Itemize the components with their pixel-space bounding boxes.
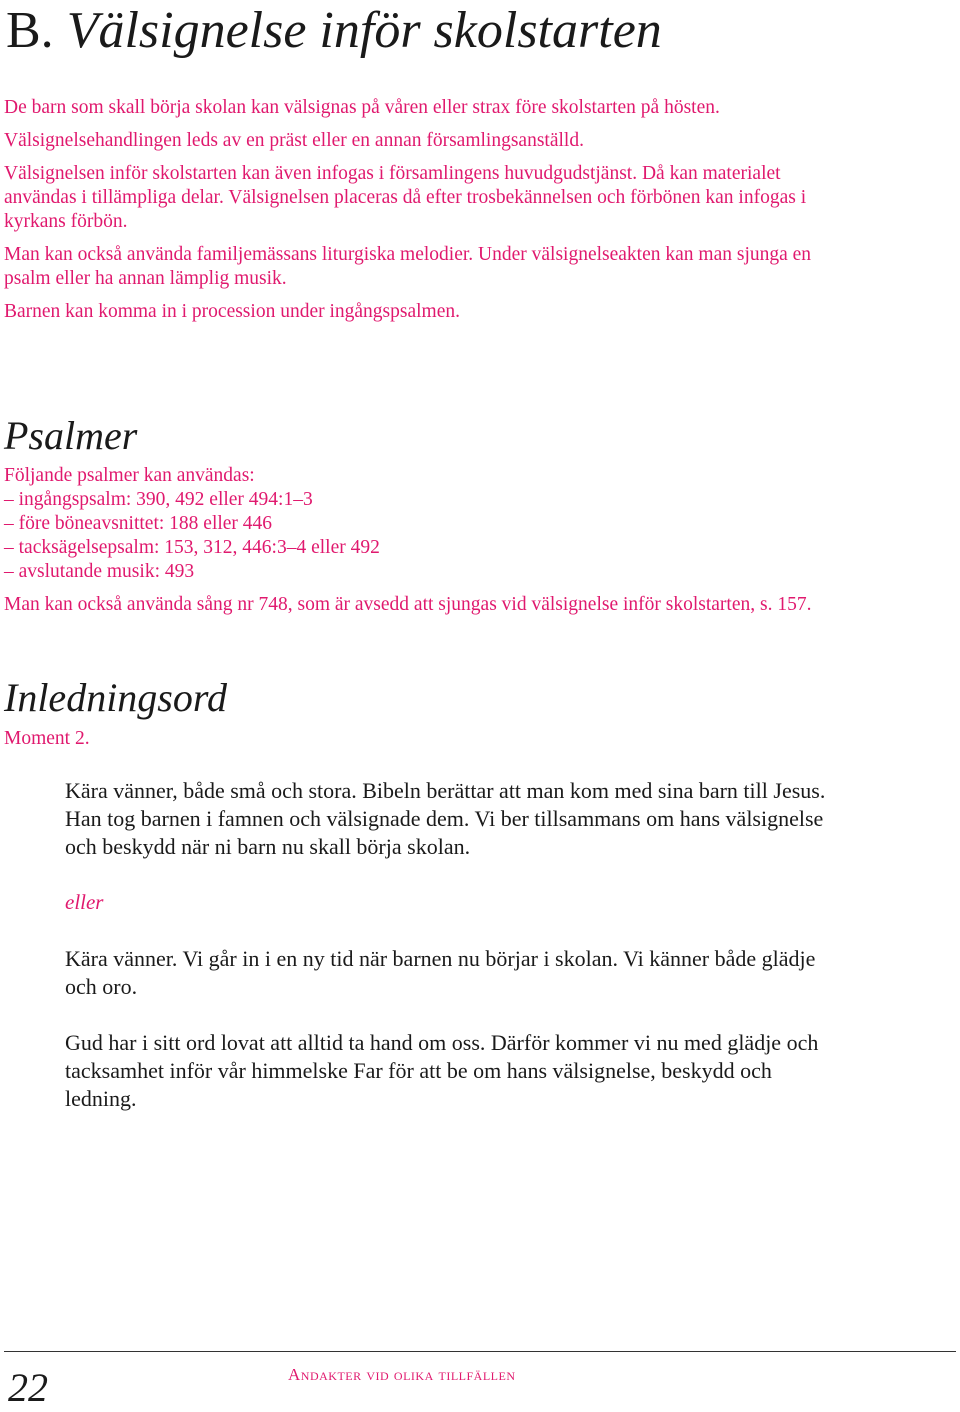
psalm-item: – ingångspsalm: 390, 492 eller 494:1–3 [4,489,313,510]
psalm-item: – tacksägelsepsalm: 153, 312, 446:3–4 eller 492 [4,537,380,558]
intro-paragraph: Välsignelsehandlingen leds av en präst eller en annan församlingsanställd. [4,130,584,151]
page-number: 22 [8,1365,48,1410]
intro-paragraph: Man kan också använda familjemässans liturgiska melodier. Under välsignelseakten kan man sjunga en psalm eller ha annan lämplig musik. [4,244,812,289]
title-text: Välsignelse inför skolstarten [66,2,662,59]
intro-section [4,96,844,333]
inledningsord-text-3: Gud har i sitt ord lovat att alltid ta hand om oss. Därför kommer vi nu med glädje och tacksamhet inför vår himmelske Far för att be om hans välsignelse, beskydd och ledning. [65,1030,819,1111]
moment-label: Moment 2. [4,728,90,749]
psalmer-heading: Psalmer [4,413,138,458]
intro-paragraph: Välsignelsen inför skolstarten kan även infogas i församlingens huvudgudstjänst. Då kan materialet användas i tillämpliga delar. Välsignelsen placeras då efter trosbekännelsen och förbönen kan infogas i kyrkans förbön. [4,163,807,232]
eller-label: eller [65,890,104,914]
psalm-item: – före böneavsnittet: 188 eller 446 [4,513,273,534]
footer-divider [4,1351,956,1352]
inledningsord-text-2: Kära vänner. Vi går in i en ny tid när barnen nu börjar i skolan. Vi känner både glädje och oro. [65,946,816,999]
running-footer-title: Andakter vid olika tillfällen [288,1365,516,1384]
page-title [6,2,662,60]
psalm-note: Man kan också använda sång nr 748, som är avsedd att sjungas vid välsignelse inför skolstarten, s. 157. [4,594,812,615]
inledningsord-text-1: Kära vänner, både små och stora. Bibeln berättar att man kom med sina barn till Jesus. Han tog barnen i famnen och välsignade dem. Vi ber tillsammans om hans välsignelse och beskydd när ni barn nu skall börja skolan. [65,778,826,859]
psalm-list-section [4,464,844,618]
inledningsord-heading: Inledningsord [4,675,227,720]
intro-paragraph: Barnen kan komma in i procession under ingångspsalmen. [4,301,460,322]
psalm-item: – avslutande musik: 493 [4,561,195,582]
psalm-lead: Följande psalmer kan användas: [4,465,255,486]
title-letter: B. [6,2,54,59]
intro-paragraph: De barn som skall börja skolan kan välsignas på våren eller strax före skolstarten på hösten. [4,97,720,118]
